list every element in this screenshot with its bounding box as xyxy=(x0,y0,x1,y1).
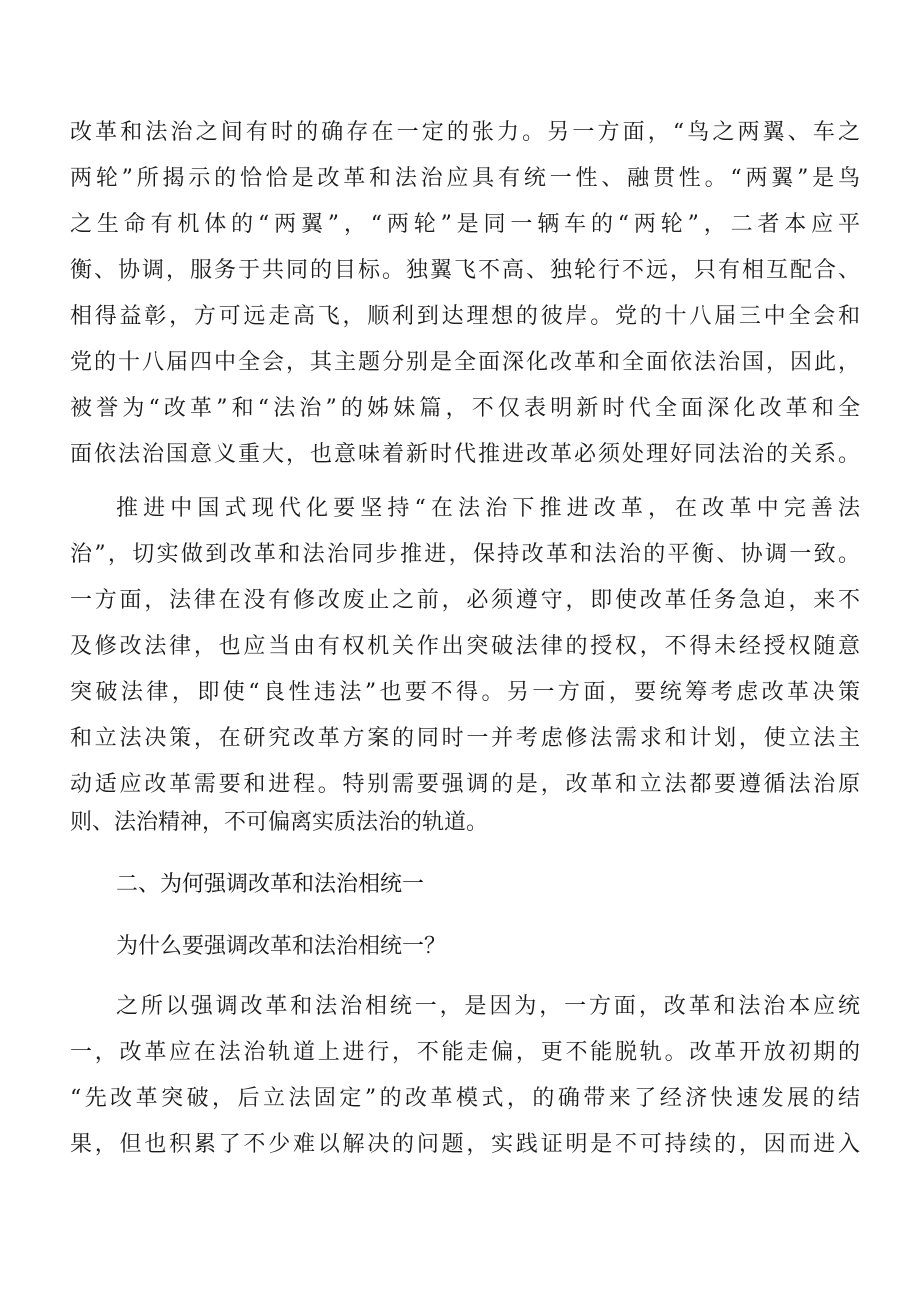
paragraph-line: 之生命有机体的“两翼”，“两轮”是同一辆车的“两轮”，二者本应平 xyxy=(70,212,861,237)
paragraph-line: 被誉为“改革”和“法治”的姊妹篇，不仅表明新时代全面深化改革和全 xyxy=(70,396,860,421)
paragraph-line: 之所以强调改革和法治相统一，是因为，一方面，改革和法治本应统 xyxy=(116,994,860,1019)
paragraph-line: 相得益彰，方可远走高飞，顺利到达理想的彼岸。党的十八届三中全会和 xyxy=(70,304,860,329)
paragraph-line: 则、法治精神，不可偏离实质法治的轨道。 xyxy=(70,810,489,835)
question-line: 为什么要强调改革和法治相统一？ xyxy=(116,934,447,959)
paragraph-line: 改革和法治之间有时的确存在一定的张力。另一方面，“鸟之两翼、车之 xyxy=(70,120,860,145)
paragraph-line: 突破法律，即使“良性违法”也要不得。另一方面，要统筹考虑改革决策 xyxy=(70,680,860,705)
paragraph-line: “先改革突破，后立法固定”的改革模式，的确带来了经济快速发展的结 xyxy=(70,1086,860,1111)
paragraph-line: 推进中国式现代化要坚持“在法治下推进改革，在改革中完善法 xyxy=(116,496,860,521)
paragraph-line: 两轮”所揭示的恰恰是改革和法治应具有统一性、融贯性。“两翼”是鸟 xyxy=(70,166,860,191)
paragraph-line: 治”，切实做到改革和法治同步推进，保持改革和法治的平衡、协调一致。 xyxy=(70,542,860,567)
paragraph-line: 动适应改革需要和进程。特别需要强调的是，改革和立法都要遵循法治原 xyxy=(70,772,860,797)
paragraph-line: 果，但也积累了不少难以解决的问题，实践证明是不可持续的，因而进入 xyxy=(70,1132,860,1157)
paragraph-line: 及修改法律，也应当由有权机关作出突破法律的授权，不得未经授权随意 xyxy=(70,634,860,659)
paragraph-line: 面依法治国意义重大，也意味着新时代推进改革必须处理好同法治的关系。 xyxy=(70,442,860,467)
paragraph-line: 和立法决策，在研究改革方案的同时一并考虑修法需求和计划，使立法主 xyxy=(70,726,860,751)
paragraph-line: 一方面，法律在没有修改废止之前，必须遵守，即使改革任务急迫，来不 xyxy=(70,588,860,613)
paragraph-line: 衡、协调，服务于共同的目标。独翼飞不高、独轮行不远，只有相互配合、 xyxy=(70,258,860,283)
paragraph-line: 一，改革应在法治轨道上进行，不能走偏，更不能脱轨。改革开放初期的 xyxy=(70,1040,860,1065)
paragraph-line: 党的十八届四中全会，其主题分别是全面深化改革和全面依法治国，因此， xyxy=(70,350,860,375)
section-heading: 二、为何强调改革和法治相统一 xyxy=(116,872,425,897)
